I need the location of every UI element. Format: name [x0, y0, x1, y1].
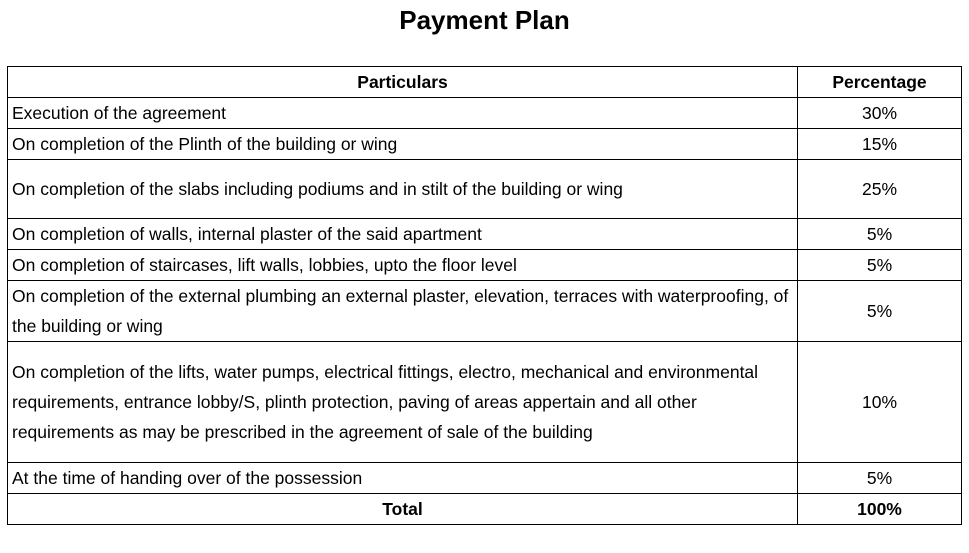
particular-cell: On completion of staircases, lift walls, lobbies, upto the floor level	[8, 250, 798, 281]
table-row	[8, 281, 962, 342]
table-row	[8, 98, 962, 129]
particular-cell: At the time of handing over of the possession	[8, 463, 798, 494]
table-row	[8, 342, 962, 463]
total-row	[8, 494, 962, 525]
table-row	[8, 250, 962, 281]
particular-cell: On completion of the slabs including podiums and in stilt of the building or wing	[8, 160, 798, 219]
particular-cell: On completion of the lifts, water pumps, electrical fittings, electro, mechanical and environmental requirements, entrance lobby/S, plinth protection, paving of areas appertain and all other requirements as may be prescribed in the agreement of sale of the building	[8, 342, 798, 463]
percentage-cell: 5%	[798, 250, 962, 281]
percentage-cell: 25%	[798, 160, 962, 219]
table-row	[8, 219, 962, 250]
total-percentage: 100%	[798, 494, 962, 525]
column-header-percentage: Percentage	[798, 67, 962, 98]
total-label: Total	[8, 494, 798, 525]
percentage-cell: 10%	[798, 342, 962, 463]
percentage-cell: 15%	[798, 129, 962, 160]
table-row	[8, 463, 962, 494]
table-header-row	[8, 67, 962, 98]
page-title: Payment Plan	[399, 5, 570, 35]
percentage-cell: 5%	[798, 219, 962, 250]
table-row	[8, 160, 962, 219]
column-header-particulars: Particulars	[8, 67, 798, 98]
particular-cell: On completion of the Plinth of the building or wing	[8, 129, 798, 160]
payment-plan-table	[7, 66, 962, 525]
percentage-cell: 30%	[798, 98, 962, 129]
particular-cell: Execution of the agreement	[8, 98, 798, 129]
percentage-cell: 5%	[798, 463, 962, 494]
particular-cell: On completion of walls, internal plaster of the said apartment	[8, 219, 798, 250]
particular-cell: On completion of the external plumbing an external plaster, elevation, terraces with waterproofing, of the building or wing	[8, 281, 798, 342]
percentage-cell: 5%	[798, 281, 962, 342]
table-row	[8, 129, 962, 160]
